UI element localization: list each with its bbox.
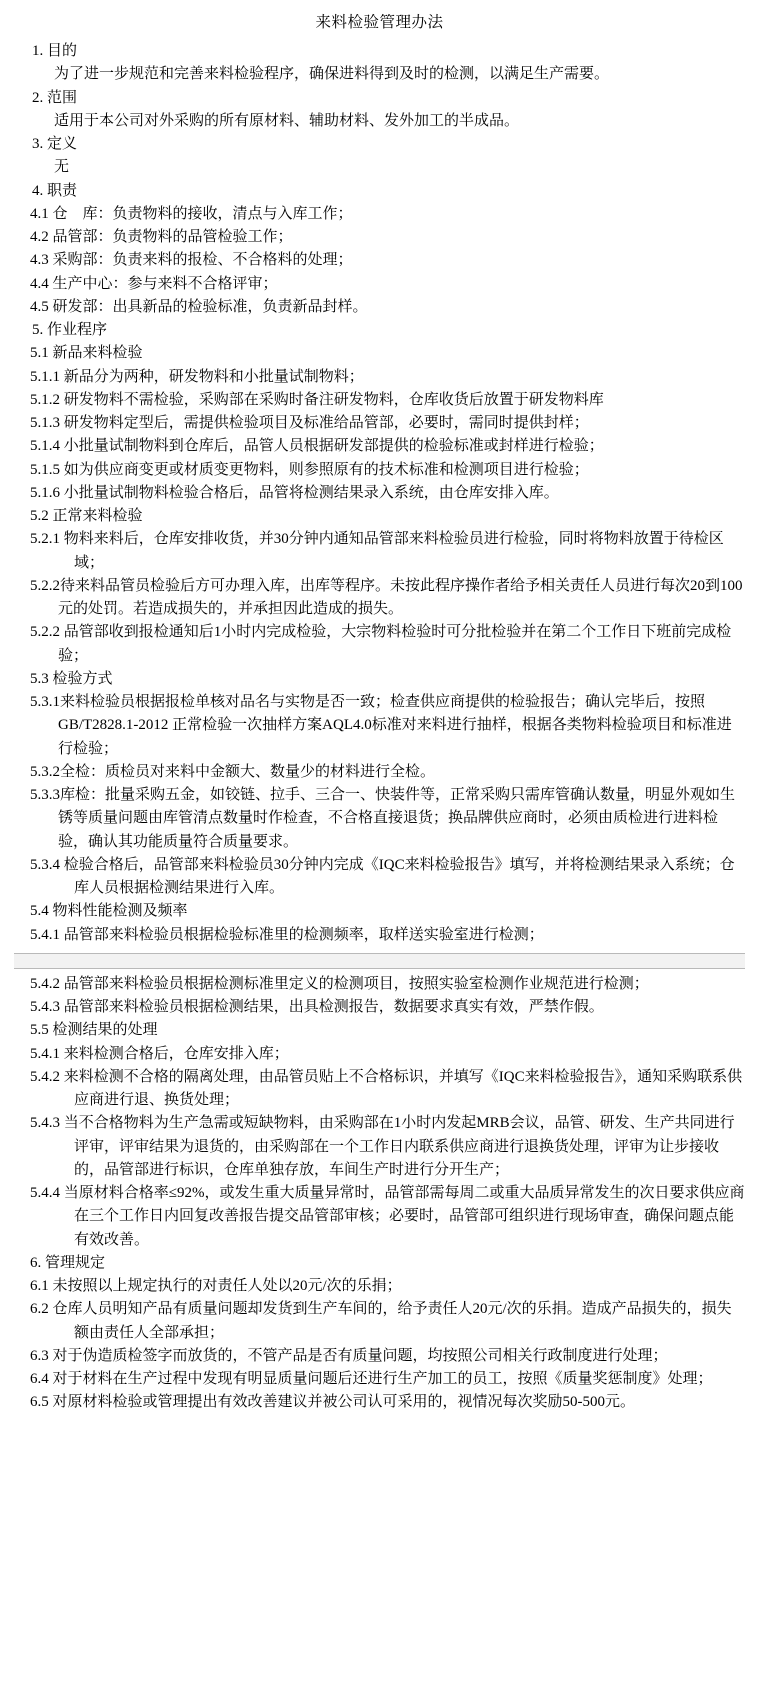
paragraph-s3: 3. 定义 <box>32 136 78 152</box>
paragraph-s542: 5.4.2 品管部来料检验员根据检测标准里定义的检测项目，按照实验室检测作业规范进行检测； <box>30 975 649 992</box>
paragraph-s553: 5.4.3 当不合格物料为生产急需或短缺物料，由采购部在1小时内发起MRB会议，品管、研发、生产共同进行评审，评审结果为退货的，由采购部在一个工作日内联系供应商进行退换货处理，评审为让步接收的，品管部进行标识，仓库单独存放，车间生产时进行分开生产； <box>30 1115 735 1178</box>
paragraph-s2b: 适用于本公司对外采购的所有原材料、辅助材料、发外加工的半成品。 <box>54 112 520 129</box>
paragraph-s4: 4. 职责 <box>32 182 78 199</box>
document-body-top <box>14 40 745 947</box>
paragraph-s531: 5.3.1来料检验员根据报检单核对品名与实物是否一致；检查供应商提供的检验报告；确认完毕后，按照GB/T2828.1-2012 正常检验一次抽样方案AQL4.0标准对来料进行抽样，根据各类物料检验项目和标准进行检验； <box>30 694 732 757</box>
paragraph-s65: 6.5 对原材料检验或管理提出有效改善建议并被公司认可采用的，视情况每次奖励50-500元。 <box>30 1394 635 1411</box>
paragraph-s45: 4.5 研发部：出具新品的检验标准，负责新品封样。 <box>30 298 368 315</box>
paragraph-s6: 6. 管理规定 <box>30 1254 106 1271</box>
paragraph-s62: 6.2 仓库人员明知产品有质量问题却发货到生产车间的，给予责任人20元/次的乐捐。造成产品损失的，损失额由责任人全部承担； <box>30 1301 732 1341</box>
page-title: 来料检验管理办法 <box>315 14 444 31</box>
paragraph-s541: 5.4.1 品管部来料检验员根据检验标准里的检测频率，取样送实验室进行检测； <box>30 926 544 943</box>
paragraph-s532: 5.3.2全检：质检员对来料中金额大、数量少的材料进行全检。 <box>30 763 436 780</box>
paragraph-s551: 5.4.1 来料检测合格后，仓库安排入库； <box>30 1045 289 1062</box>
paragraph-s534: 5.3.4 检验合格后，品管部来料检验员30分钟内完成《IQC来料检验报告》填写，并将检测结果录入系统；仓库人员根据检测结果进行入库。 <box>30 856 735 896</box>
paragraph-s63: 6.3 对于伪造质检签字而放货的，不管产品是否有质量问题，均按照公司相关行政制度进行处理； <box>30 1347 668 1364</box>
paragraph-s1: 1. 目的 <box>32 43 78 59</box>
paragraph-s552: 5.4.2 来料检测不合格的隔离处理，由品管员贴上不合格标识，并填写《IQC来料检验报告》，通知采购联系供应商进行退、换货处理； <box>30 1068 743 1108</box>
paragraph-s522a: 5.2.2待来料品管员检验后方可办理入库，出库等程序。未按此程序操作者给予相关责任人员进行每次20到100元的处罚。若造成损失的，并承担因此造成的损失。 <box>30 577 743 617</box>
paragraph-s554: 5.4.4 当原材料合格率≤92%，或发生重大质量异常时，品管部需每周二或重大品质异常发生的次日要求供应商在三个工作日内回复改善报告提交品管部审核；必要时，品管部可组织进行现场审查，确保问题点能有效改善。 <box>30 1185 745 1248</box>
paragraph-s2: 2. 范围 <box>32 89 78 106</box>
paragraph-s533: 5.3.3库检：批量采购五金，如铰链、拉手、三合一、快装件等，正常采购只需库管确认数量，明显外观如生锈等质量问题由库管清点数量时作检查，不合格直接退货；换品牌供应商时，必须由质检进行进料检验，确认其功能质量符合质量要求。 <box>30 787 736 850</box>
paragraph-s514: 5.1.4 小批量试制物料到仓库后，品管人员根据研发部提供的检验标准或封样进行检验； <box>30 438 604 455</box>
paragraph-s522b: 5.2.2 品管部收到报检通知后1小时内完成检验，大宗物料检验时可分批检验并在第二个工作日下班前完成检验； <box>30 624 732 664</box>
paragraph-s43: 4.3 采购部：负责来料的报检、不合格料的处理； <box>30 252 353 269</box>
paragraph-s61: 6.1 未按照以上规定执行的对责任人处以20元/次的乐捐； <box>30 1278 402 1294</box>
paragraph-s521: 5.2.1 物料来料后，仓库安排收货，并30分钟内通知品管部来料检验员进行检验，同时将物料放置于待检区域； <box>30 531 724 571</box>
paragraph-s64: 6.4 对于材料在生产过程中发现有明显质量问题后还进行生产加工的员工，按照《质量奖惩制度》处理； <box>30 1371 713 1387</box>
paragraph-s5: 5. 作业程序 <box>32 322 108 338</box>
paragraph-s53: 5.3 检验方式 <box>30 670 113 687</box>
document-body-bottom <box>14 973 745 1415</box>
paragraph-s543: 5.4.3 品管部来料检验员根据检测结果，出具检测报告，数据要求真实有效，严禁作假。 <box>30 999 604 1015</box>
paragraph-s511: 5.1.1 新品分为两种，研发物料和小批量试制物料； <box>30 368 364 385</box>
paragraph-s513: 5.1.3 研发物料定型后，需提供检验项目及标准给品管部，必要时，需同时提供封样； <box>30 415 589 431</box>
paragraph-s55: 5.5 检测结果的处理 <box>30 1022 158 1039</box>
paragraph-s1b: 为了进一步规范和完善来料检验程序，确保进料得到及时的检测，以满足生产需要。 <box>54 66 610 83</box>
paragraph-s41: 4.1 仓 库：负责物料的接收，清点与入库工作； <box>30 205 353 222</box>
paragraph-s3b: 无 <box>54 159 70 176</box>
paragraph-s51: 5.1 新品来料检验 <box>30 345 143 362</box>
paragraph-s512: 5.1.2 研发物料不需检验，采购部在采购时备注研发物料，仓库收货后放置于研发物料库 <box>30 391 604 408</box>
paragraph-s516: 5.1.6 小批量试制物料检验合格后，品管将检测结果录入系统，由仓库安排入库。 <box>30 484 559 501</box>
page-break-divider <box>14 953 745 969</box>
paragraph-s515: 5.1.5 如为供应商变更或材质变更物料，则参照原有的技术标准和检测项目进行检验； <box>30 461 589 478</box>
paragraph-s52: 5.2 正常来料检验 <box>30 508 143 524</box>
paragraph-s54: 5.4 物料性能检测及频率 <box>30 903 188 920</box>
paragraph-s44: 4.4 生产中心：参与来料不合格评审； <box>30 275 278 292</box>
paragraph-s42: 4.2 品管部：负责物料的品管检验工作； <box>30 229 293 245</box>
